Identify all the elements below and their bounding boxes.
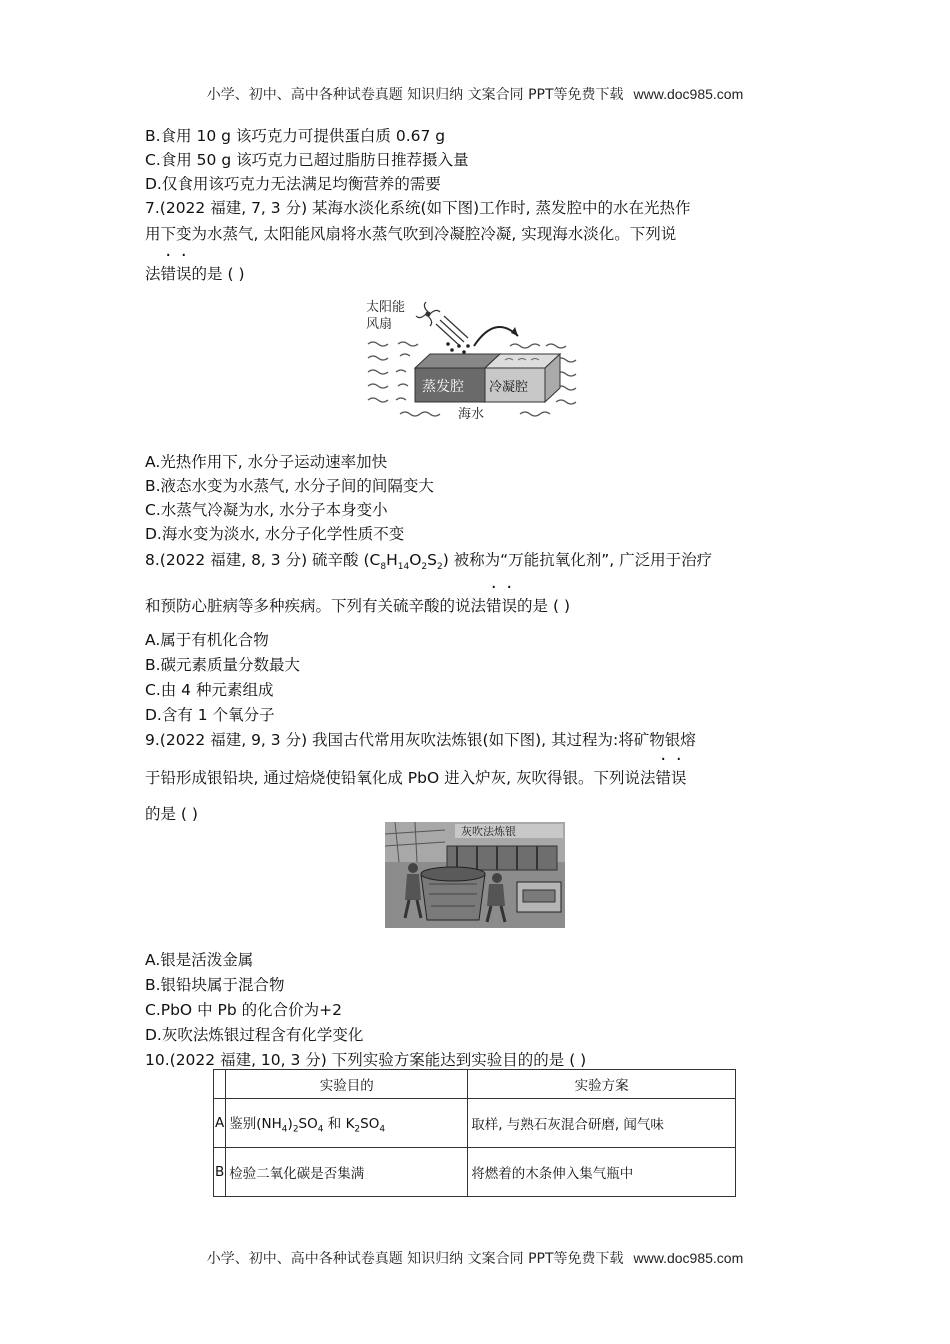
fan-label-line1: 太阳能 <box>366 300 406 315</box>
wind-lines <box>436 316 468 346</box>
q9-option-d: D.灰吹法炼银过程含有化学变化 <box>145 1026 364 1044</box>
silver-smelting-figure <box>385 822 565 928</box>
row-goal: 鉴别$(NH_4)_2SO_4$ 和 $K_2SO_4$ <box>226 1099 468 1148</box>
q7-option-b: B.液态水变为水蒸气, 水分子间的间隔变大 <box>145 477 434 495</box>
footer-url[interactable]: www.doc985.com <box>633 1250 744 1266</box>
table-header-row <box>214 1070 736 1099</box>
experiment-table <box>213 1069 736 1197</box>
q9-option-c: C.PbO 中 Pb 的化合价为+2 <box>145 1001 342 1019</box>
flow-arrow <box>474 327 518 346</box>
q6-option-b: B.食用 10 g 该巧克力可提供蛋白质 0.67 g <box>145 127 446 145</box>
q7-stem-line1: 7.(2022 福建, 7, 3 分) 某海水淡化系统(如下图)工作时, 蒸发腔中的水在光热作 <box>145 199 691 217</box>
desalination-diagram <box>360 296 585 424</box>
question-content-3 <box>145 948 815 1072</box>
q6-option-c: C.食用 50 g 该巧克力已超过脂肪日推荐摄入量 <box>145 151 469 169</box>
q7-stem-line3: 法错误的是 ( ) <box>145 262 815 286</box>
q7-stem-line2: 用下变为水蒸气, 太阳能风扇将水蒸气吹到冷凝腔冷凝, 实现海水淡化。下列说 <box>145 225 677 243</box>
q7-option-d: D.海水变为淡水, 水分子化学性质不变 <box>145 525 405 543</box>
header-key <box>214 1070 226 1099</box>
footer-text: 小学、初中、高中各种试卷真题 知识归纳 文案合同 PPT等免费下载 <box>206 1251 624 1267</box>
q8-option-b: B.碳元素质量分数最大 <box>145 656 301 675</box>
q6-option-d: D.仅食用该巧克力无法满足均衡营养的需要 <box>145 175 441 193</box>
question-content <box>145 124 815 286</box>
arrow-head <box>511 327 518 336</box>
emphasis-char: 误 <box>501 597 518 616</box>
header-url[interactable]: www.doc985.com <box>633 86 744 102</box>
q8-option-d: D.含有 1 个氧分子 <box>145 706 275 725</box>
row-key: B <box>214 1148 226 1197</box>
question-content-2 <box>145 450 815 826</box>
smelting-illustration <box>385 822 565 928</box>
sea-label: 海水 <box>458 407 485 422</box>
q8-option-a: A.属于有机化合物 <box>145 631 269 650</box>
row-plan: 取样, 与熟石灰混合研磨, 闻气味 <box>468 1099 736 1148</box>
emphasis-char: 错 <box>160 265 177 283</box>
header-plan: 实验方案 <box>468 1070 736 1099</box>
page-header <box>0 84 950 104</box>
table-row <box>214 1099 736 1148</box>
q7-option-c: C.水蒸气冷凝为水, 水分子本身变小 <box>145 501 388 519</box>
condenser-label: 冷凝腔 <box>489 380 529 395</box>
q8-stem-line2: 和预防心脏病等多种疾病。下列有关硫辛酸的说法错误的是 ( ) <box>145 594 815 618</box>
header-goal: 实验目的 <box>226 1070 468 1099</box>
fan-icon <box>416 302 440 326</box>
header-text: 小学、初中、高中各种试卷真题 知识归纳 文案合同 PPT等免费下载 <box>206 87 624 103</box>
q9-stem-line2: 于铅形成银铅块, 通过焙烧使铅氧化成 PbO 进入炉灰, 灰吹得银。下列说法错误 <box>145 766 815 790</box>
q7-option-a: A.光热作用下, 水分子运动速率加快 <box>145 453 388 471</box>
emphasis-char: 误 <box>176 265 192 283</box>
q8-stem-line1: 8.(2022 福建, 8, 3 分) 硫辛酸 $(C_8H_{14}O_2S_2)$ 被称为“万能抗氧化剂”, 广泛用于治疗 <box>145 551 713 573</box>
row-plan: 将燃着的木条伸入集气瓶中 <box>468 1148 736 1197</box>
q9-option-a: A.银是活泼金属 <box>145 951 254 969</box>
row-goal: 检验二氧化碳是否集满 <box>226 1148 468 1197</box>
page-footer <box>0 1248 950 1268</box>
desalination-figure <box>360 296 585 424</box>
emphasis-char: 错 <box>655 769 671 788</box>
emphasis-char: 误 <box>670 769 687 788</box>
fan-label-line2: 风扇 <box>366 317 393 332</box>
row-key: A <box>214 1099 226 1148</box>
q9-option-b: B.银铅块属于混合物 <box>145 976 285 994</box>
evaporator-label: 蒸发腔 <box>422 379 464 395</box>
q10-stem: 10.(2022 福建, 10, 3 分) 下列实验方案能达到实验目的的是 ( ) <box>145 1051 587 1069</box>
q9-stem-line1: 9.(2022 福建, 9, 3 分) 我国古代常用灰吹法炼银(如下图), 其过程为:将矿物银熔 <box>145 731 696 750</box>
figure-caption: 灰吹法炼银 <box>461 825 516 838</box>
q9-stem-line3: 的是 ( ) <box>145 805 198 824</box>
emphasis-char: 错 <box>486 597 502 616</box>
table-row <box>214 1148 736 1197</box>
q8-option-c: C.由 4 种元素组成 <box>145 681 274 700</box>
